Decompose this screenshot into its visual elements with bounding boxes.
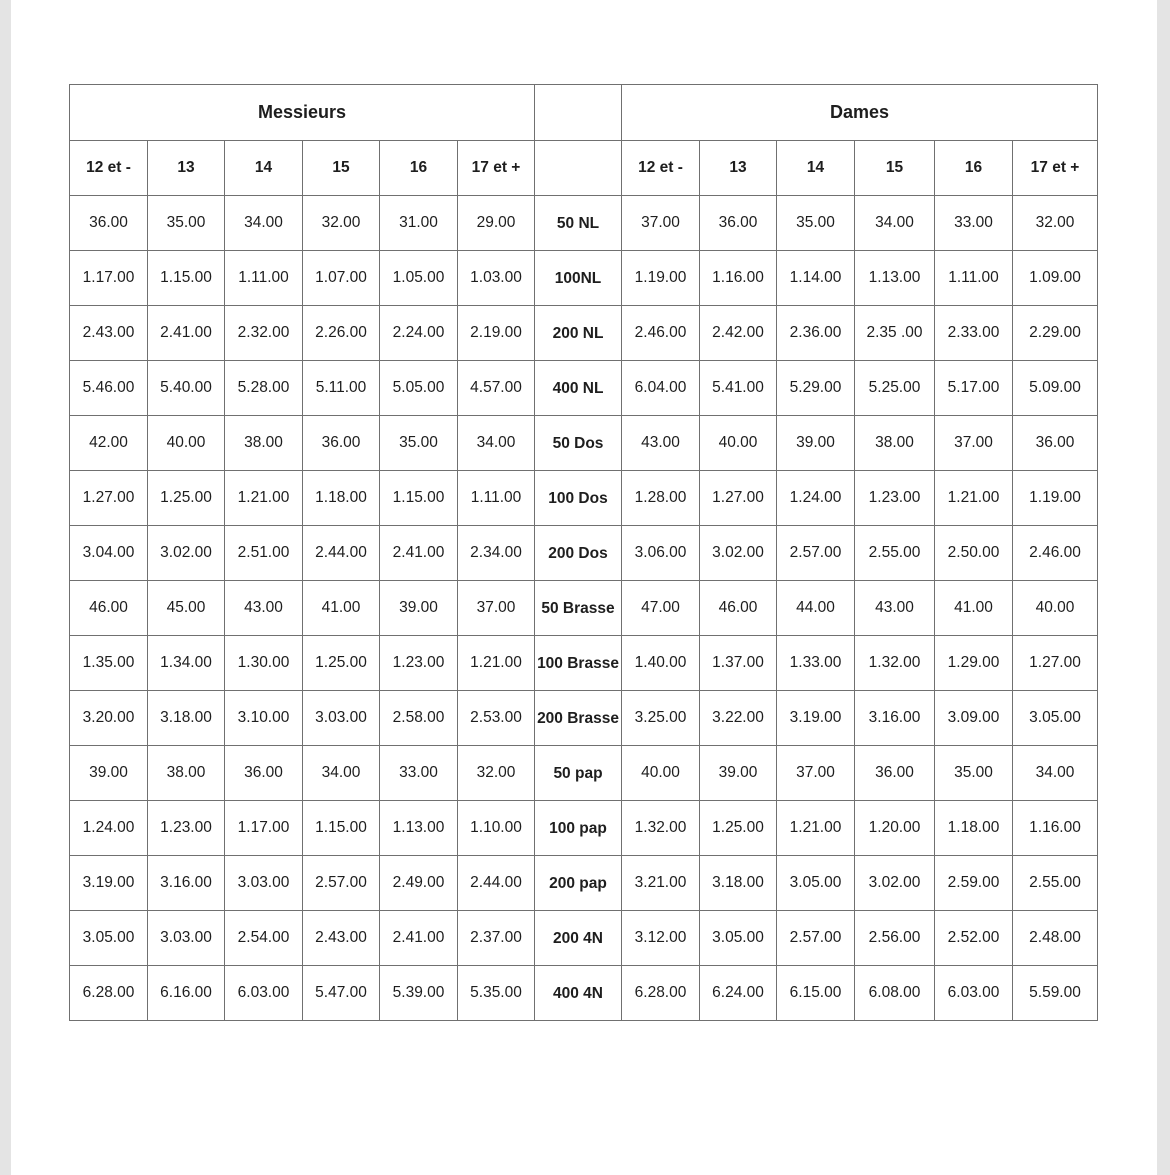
women-time-cell: 3.22.00 — [700, 691, 777, 746]
men-time-cell: 5.39.00 — [380, 966, 458, 1021]
men-time-cell: 3.20.00 — [70, 691, 148, 746]
men-time-cell: 2.43.00 — [303, 911, 380, 966]
men-time-cell: 36.00 — [70, 196, 148, 251]
women-time-cell: 6.24.00 — [700, 966, 777, 1021]
men-time-cell: 29.00 — [458, 196, 535, 251]
men-age-header: 13 — [148, 141, 225, 196]
women-time-cell: 3.12.00 — [622, 911, 700, 966]
men-time-cell: 32.00 — [303, 196, 380, 251]
men-time-cell: 6.03.00 — [225, 966, 303, 1021]
event-name-cell: 50 NL — [535, 196, 622, 251]
women-group-header: Dames — [622, 85, 1098, 141]
women-time-cell: 1.28.00 — [622, 471, 700, 526]
men-time-cell: 37.00 — [458, 581, 535, 636]
women-time-cell: 2.52.00 — [935, 911, 1013, 966]
men-time-cell: 1.17.00 — [225, 801, 303, 856]
event-name-cell: 100NL — [535, 251, 622, 306]
men-time-cell: 3.18.00 — [148, 691, 225, 746]
women-time-cell: 37.00 — [622, 196, 700, 251]
men-time-cell: 38.00 — [225, 416, 303, 471]
men-time-cell: 45.00 — [148, 581, 225, 636]
women-time-cell: 2.55.00 — [855, 526, 935, 581]
women-time-cell: 1.19.00 — [622, 251, 700, 306]
table-row — [70, 196, 1098, 251]
women-time-cell: 1.25.00 — [700, 801, 777, 856]
men-time-cell: 1.07.00 — [303, 251, 380, 306]
men-time-cell: 3.16.00 — [148, 856, 225, 911]
men-time-cell: 1.30.00 — [225, 636, 303, 691]
group-header-row — [70, 85, 1098, 141]
event-name-cell: 100 pap — [535, 801, 622, 856]
men-time-cell: 2.44.00 — [458, 856, 535, 911]
women-time-cell: 1.29.00 — [935, 636, 1013, 691]
women-time-cell: 2.55.00 — [1013, 856, 1098, 911]
women-time-cell: 3.21.00 — [622, 856, 700, 911]
age-header-row — [70, 141, 1098, 196]
women-time-cell: 1.27.00 — [1013, 636, 1098, 691]
men-time-cell: 2.34.00 — [458, 526, 535, 581]
women-time-cell: 1.14.00 — [777, 251, 855, 306]
event-name-cell: 200 4N — [535, 911, 622, 966]
men-time-cell: 3.05.00 — [70, 911, 148, 966]
women-time-cell: 1.21.00 — [935, 471, 1013, 526]
men-time-cell: 5.35.00 — [458, 966, 535, 1021]
men-time-cell: 5.46.00 — [70, 361, 148, 416]
women-time-cell: 37.00 — [935, 416, 1013, 471]
document-page — [11, 0, 1157, 1175]
women-time-cell: 2.46.00 — [622, 306, 700, 361]
women-time-cell: 1.18.00 — [935, 801, 1013, 856]
men-time-cell: 5.11.00 — [303, 361, 380, 416]
women-time-cell: 41.00 — [935, 581, 1013, 636]
men-time-cell: 2.49.00 — [380, 856, 458, 911]
table-row — [70, 856, 1098, 911]
men-time-cell: 2.51.00 — [225, 526, 303, 581]
women-age-header: 12 et - — [622, 141, 700, 196]
women-time-cell: 38.00 — [855, 416, 935, 471]
women-time-cell: 3.19.00 — [777, 691, 855, 746]
men-time-cell: 34.00 — [458, 416, 535, 471]
women-time-cell: 1.21.00 — [777, 801, 855, 856]
men-time-cell: 2.19.00 — [458, 306, 535, 361]
women-time-cell: 2.56.00 — [855, 911, 935, 966]
table-row — [70, 966, 1098, 1021]
women-age-header: 17 et + — [1013, 141, 1098, 196]
men-time-cell: 42.00 — [70, 416, 148, 471]
men-time-cell: 1.27.00 — [70, 471, 148, 526]
event-name-cell: 50 Dos — [535, 416, 622, 471]
women-time-cell: 6.15.00 — [777, 966, 855, 1021]
women-age-header: 14 — [777, 141, 855, 196]
men-time-cell: 36.00 — [303, 416, 380, 471]
women-time-cell: 1.11.00 — [935, 251, 1013, 306]
women-time-cell: 1.13.00 — [855, 251, 935, 306]
men-time-cell: 3.03.00 — [148, 911, 225, 966]
women-time-cell: 44.00 — [777, 581, 855, 636]
women-time-cell: 1.37.00 — [700, 636, 777, 691]
women-time-cell: 6.03.00 — [935, 966, 1013, 1021]
women-time-cell: 2.46.00 — [1013, 526, 1098, 581]
women-time-cell: 3.18.00 — [700, 856, 777, 911]
women-time-cell: 2.35 .00 — [855, 306, 935, 361]
men-time-cell: 2.24.00 — [380, 306, 458, 361]
men-time-cell: 5.40.00 — [148, 361, 225, 416]
women-time-cell: 2.33.00 — [935, 306, 1013, 361]
women-time-cell: 3.06.00 — [622, 526, 700, 581]
women-time-cell: 1.20.00 — [855, 801, 935, 856]
women-time-cell: 36.00 — [855, 746, 935, 801]
women-time-cell: 32.00 — [1013, 196, 1098, 251]
men-time-cell: 2.57.00 — [303, 856, 380, 911]
men-time-cell: 1.11.00 — [458, 471, 535, 526]
event-name-cell: 100 Dos — [535, 471, 622, 526]
men-time-cell: 1.15.00 — [380, 471, 458, 526]
men-time-cell: 2.37.00 — [458, 911, 535, 966]
event-name-cell: 200 Dos — [535, 526, 622, 581]
women-age-header: 13 — [700, 141, 777, 196]
women-time-cell: 37.00 — [777, 746, 855, 801]
men-time-cell: 46.00 — [70, 581, 148, 636]
men-time-cell: 36.00 — [225, 746, 303, 801]
men-time-cell: 2.44.00 — [303, 526, 380, 581]
men-time-cell: 1.17.00 — [70, 251, 148, 306]
event-name-cell: 200 pap — [535, 856, 622, 911]
event-name-cell: 50 Brasse — [535, 581, 622, 636]
table-row — [70, 416, 1098, 471]
women-time-cell: 3.16.00 — [855, 691, 935, 746]
men-time-cell: 1.18.00 — [303, 471, 380, 526]
women-time-cell: 39.00 — [700, 746, 777, 801]
women-time-cell: 3.05.00 — [1013, 691, 1098, 746]
table-row — [70, 746, 1098, 801]
event-column-header — [535, 141, 622, 196]
men-time-cell: 31.00 — [380, 196, 458, 251]
table-row — [70, 636, 1098, 691]
qualifying-times-table — [69, 84, 1098, 1021]
women-time-cell: 47.00 — [622, 581, 700, 636]
event-name-cell: 100 Brasse — [535, 636, 622, 691]
men-time-cell: 1.10.00 — [458, 801, 535, 856]
men-group-header: Messieurs — [70, 85, 535, 141]
men-time-cell: 5.28.00 — [225, 361, 303, 416]
men-time-cell: 1.21.00 — [458, 636, 535, 691]
table-row — [70, 801, 1098, 856]
women-time-cell: 40.00 — [1013, 581, 1098, 636]
men-time-cell: 35.00 — [148, 196, 225, 251]
table-row — [70, 306, 1098, 361]
men-time-cell: 4.57.00 — [458, 361, 535, 416]
women-time-cell: 39.00 — [777, 416, 855, 471]
men-time-cell: 3.04.00 — [70, 526, 148, 581]
women-time-cell: 1.24.00 — [777, 471, 855, 526]
women-time-cell: 2.57.00 — [777, 911, 855, 966]
women-time-cell: 2.36.00 — [777, 306, 855, 361]
women-time-cell: 1.23.00 — [855, 471, 935, 526]
men-time-cell: 34.00 — [303, 746, 380, 801]
women-time-cell: 1.32.00 — [855, 636, 935, 691]
men-time-cell: 2.58.00 — [380, 691, 458, 746]
women-time-cell: 2.42.00 — [700, 306, 777, 361]
men-time-cell: 3.10.00 — [225, 691, 303, 746]
women-time-cell: 5.09.00 — [1013, 361, 1098, 416]
women-time-cell: 6.08.00 — [855, 966, 935, 1021]
men-time-cell: 2.54.00 — [225, 911, 303, 966]
women-time-cell: 35.00 — [935, 746, 1013, 801]
men-age-header: 12 et - — [70, 141, 148, 196]
men-time-cell: 1.05.00 — [380, 251, 458, 306]
event-name-cell: 200 Brasse — [535, 691, 622, 746]
men-time-cell: 1.15.00 — [148, 251, 225, 306]
men-time-cell: 1.21.00 — [225, 471, 303, 526]
women-time-cell: 33.00 — [935, 196, 1013, 251]
women-time-cell: 3.09.00 — [935, 691, 1013, 746]
women-time-cell: 3.05.00 — [777, 856, 855, 911]
men-time-cell: 5.47.00 — [303, 966, 380, 1021]
table-row — [70, 581, 1098, 636]
men-age-header: 14 — [225, 141, 303, 196]
men-time-cell: 2.26.00 — [303, 306, 380, 361]
men-time-cell: 1.34.00 — [148, 636, 225, 691]
table-row — [70, 361, 1098, 416]
women-time-cell: 1.19.00 — [1013, 471, 1098, 526]
men-time-cell: 1.25.00 — [303, 636, 380, 691]
women-time-cell: 35.00 — [777, 196, 855, 251]
men-time-cell: 41.00 — [303, 581, 380, 636]
men-time-cell: 1.11.00 — [225, 251, 303, 306]
men-time-cell: 34.00 — [225, 196, 303, 251]
women-time-cell: 2.50.00 — [935, 526, 1013, 581]
women-time-cell: 3.25.00 — [622, 691, 700, 746]
men-time-cell: 1.23.00 — [148, 801, 225, 856]
men-time-cell: 3.19.00 — [70, 856, 148, 911]
women-time-cell: 34.00 — [1013, 746, 1098, 801]
women-time-cell: 5.29.00 — [777, 361, 855, 416]
men-time-cell: 1.03.00 — [458, 251, 535, 306]
women-time-cell: 6.28.00 — [622, 966, 700, 1021]
men-time-cell: 1.15.00 — [303, 801, 380, 856]
men-time-cell: 43.00 — [225, 581, 303, 636]
women-time-cell: 1.16.00 — [700, 251, 777, 306]
women-time-cell: 36.00 — [700, 196, 777, 251]
women-time-cell: 46.00 — [700, 581, 777, 636]
men-time-cell: 1.25.00 — [148, 471, 225, 526]
men-time-cell: 2.41.00 — [380, 526, 458, 581]
men-time-cell: 1.35.00 — [70, 636, 148, 691]
women-time-cell: 40.00 — [622, 746, 700, 801]
men-time-cell: 2.41.00 — [380, 911, 458, 966]
men-time-cell: 39.00 — [70, 746, 148, 801]
men-time-cell: 2.53.00 — [458, 691, 535, 746]
men-time-cell: 32.00 — [458, 746, 535, 801]
men-age-header: 16 — [380, 141, 458, 196]
women-time-cell: 36.00 — [1013, 416, 1098, 471]
women-time-cell: 1.16.00 — [1013, 801, 1098, 856]
times-table-body — [70, 196, 1098, 1021]
men-time-cell: 2.43.00 — [70, 306, 148, 361]
women-time-cell: 5.17.00 — [935, 361, 1013, 416]
women-time-cell: 1.27.00 — [700, 471, 777, 526]
event-name-cell: 200 NL — [535, 306, 622, 361]
women-time-cell: 2.29.00 — [1013, 306, 1098, 361]
women-time-cell: 3.05.00 — [700, 911, 777, 966]
men-time-cell: 2.41.00 — [148, 306, 225, 361]
men-time-cell: 3.03.00 — [303, 691, 380, 746]
table-row — [70, 691, 1098, 746]
men-time-cell: 3.02.00 — [148, 526, 225, 581]
women-time-cell: 1.40.00 — [622, 636, 700, 691]
men-time-cell: 38.00 — [148, 746, 225, 801]
women-time-cell: 6.04.00 — [622, 361, 700, 416]
men-time-cell: 6.16.00 — [148, 966, 225, 1021]
table-row — [70, 526, 1098, 581]
women-time-cell: 2.59.00 — [935, 856, 1013, 911]
women-time-cell: 2.57.00 — [777, 526, 855, 581]
men-time-cell: 5.05.00 — [380, 361, 458, 416]
women-time-cell: 3.02.00 — [855, 856, 935, 911]
men-time-cell: 3.03.00 — [225, 856, 303, 911]
women-time-cell: 1.32.00 — [622, 801, 700, 856]
men-time-cell: 39.00 — [380, 581, 458, 636]
table-row — [70, 911, 1098, 966]
women-time-cell: 40.00 — [700, 416, 777, 471]
women-time-cell: 34.00 — [855, 196, 935, 251]
women-time-cell: 1.09.00 — [1013, 251, 1098, 306]
event-name-cell: 400 4N — [535, 966, 622, 1021]
men-time-cell: 33.00 — [380, 746, 458, 801]
table-row — [70, 471, 1098, 526]
women-time-cell: 1.33.00 — [777, 636, 855, 691]
women-time-cell: 43.00 — [622, 416, 700, 471]
women-age-header: 16 — [935, 141, 1013, 196]
men-time-cell: 40.00 — [148, 416, 225, 471]
men-time-cell: 1.24.00 — [70, 801, 148, 856]
men-time-cell: 6.28.00 — [70, 966, 148, 1021]
women-time-cell: 5.41.00 — [700, 361, 777, 416]
event-name-cell: 400 NL — [535, 361, 622, 416]
women-time-cell: 3.02.00 — [700, 526, 777, 581]
women-time-cell: 5.59.00 — [1013, 966, 1098, 1021]
table-row — [70, 251, 1098, 306]
events-group-header — [535, 85, 622, 141]
women-time-cell: 5.25.00 — [855, 361, 935, 416]
men-time-cell: 1.23.00 — [380, 636, 458, 691]
men-age-header: 17 et + — [458, 141, 535, 196]
men-time-cell: 1.13.00 — [380, 801, 458, 856]
event-name-cell: 50 pap — [535, 746, 622, 801]
women-time-cell: 43.00 — [855, 581, 935, 636]
women-time-cell: 2.48.00 — [1013, 911, 1098, 966]
women-age-header: 15 — [855, 141, 935, 196]
men-time-cell: 35.00 — [380, 416, 458, 471]
men-time-cell: 2.32.00 — [225, 306, 303, 361]
men-age-header: 15 — [303, 141, 380, 196]
